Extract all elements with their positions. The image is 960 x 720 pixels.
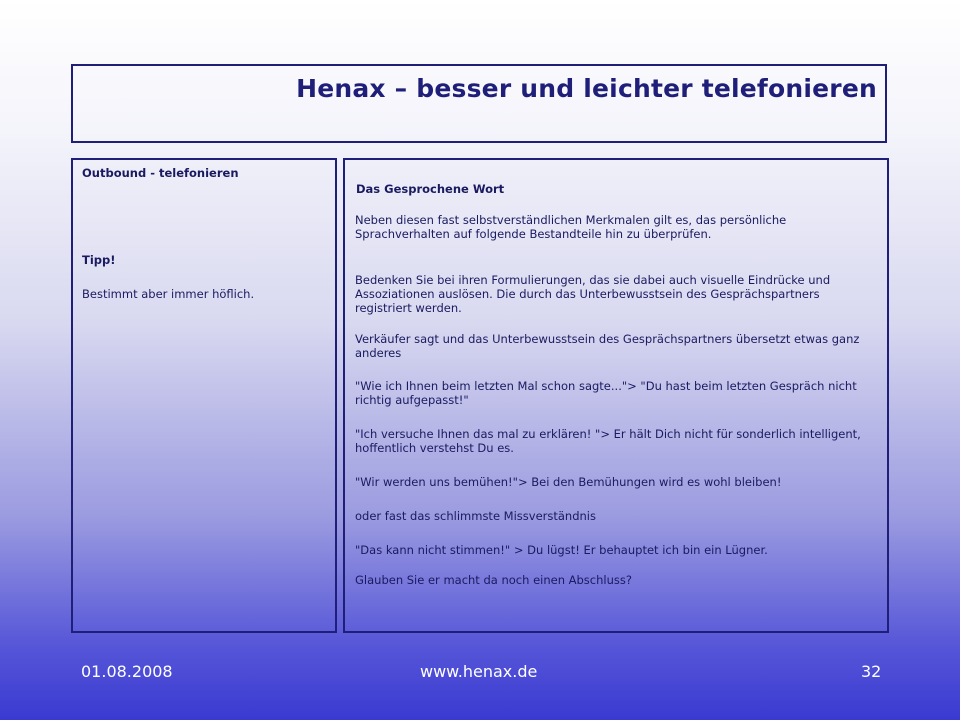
footer-url[interactable]: www.henax.de bbox=[420, 662, 538, 681]
paragraph: Bedenken Sie bei ihren Formulierungen, das sie dabei auch visuelle Eindrücke und Assoziationen auslösen. Die durch das Unterbewusstsein des Gesprächspartners registriert werden. bbox=[355, 273, 831, 315]
title-box bbox=[71, 64, 887, 143]
paragraph: "Ich versuche Ihnen das mal zu erklären! "> Er hält Dich nicht für sonderlich intelligent, hoffentlich verstehst Du es. bbox=[355, 427, 861, 455]
footer-date: 01.08.2008 bbox=[81, 662, 173, 681]
right-panel bbox=[343, 158, 889, 633]
tip-label: Tipp! bbox=[82, 253, 116, 267]
paragraph: Neben diesen fast selbstverständlichen Merkmalen gilt es, das persönliche Sprachverhalten auf folgende Bestandteile hin zu überprüfen. bbox=[355, 213, 787, 241]
right-panel-heading: Das Gesprochene Wort bbox=[356, 182, 505, 196]
paragraph: Glauben Sie er macht da noch einen Abschluss? bbox=[355, 573, 632, 587]
tip-text: Bestimmt aber immer höflich. bbox=[82, 287, 255, 301]
footer-page-number: 32 bbox=[861, 662, 882, 681]
paragraph: "Wir werden uns bemühen!"> Bei den Bemühungen wird es wohl bleiben! bbox=[355, 475, 782, 489]
left-panel-heading: Outbound - telefonieren bbox=[82, 166, 239, 180]
paragraph: "Wie ich Ihnen beim letzten Mal schon sagte..."> "Du hast beim letzten Gespräch nicht richtig aufgepasst!" bbox=[355, 379, 857, 407]
slide-title: Henax – besser und leichter telefonieren bbox=[296, 74, 877, 103]
paragraph: oder fast das schlimmste Missverständnis bbox=[355, 509, 596, 523]
left-panel bbox=[71, 158, 337, 633]
paragraph: Verkäufer sagt und das Unterbewusstsein des Gesprächspartners übersetzt etwas ganz anderes bbox=[355, 332, 860, 360]
paragraph: "Das kann nicht stimmen!" > Du lügst! Er behauptet ich bin ein Lügner. bbox=[355, 543, 768, 557]
